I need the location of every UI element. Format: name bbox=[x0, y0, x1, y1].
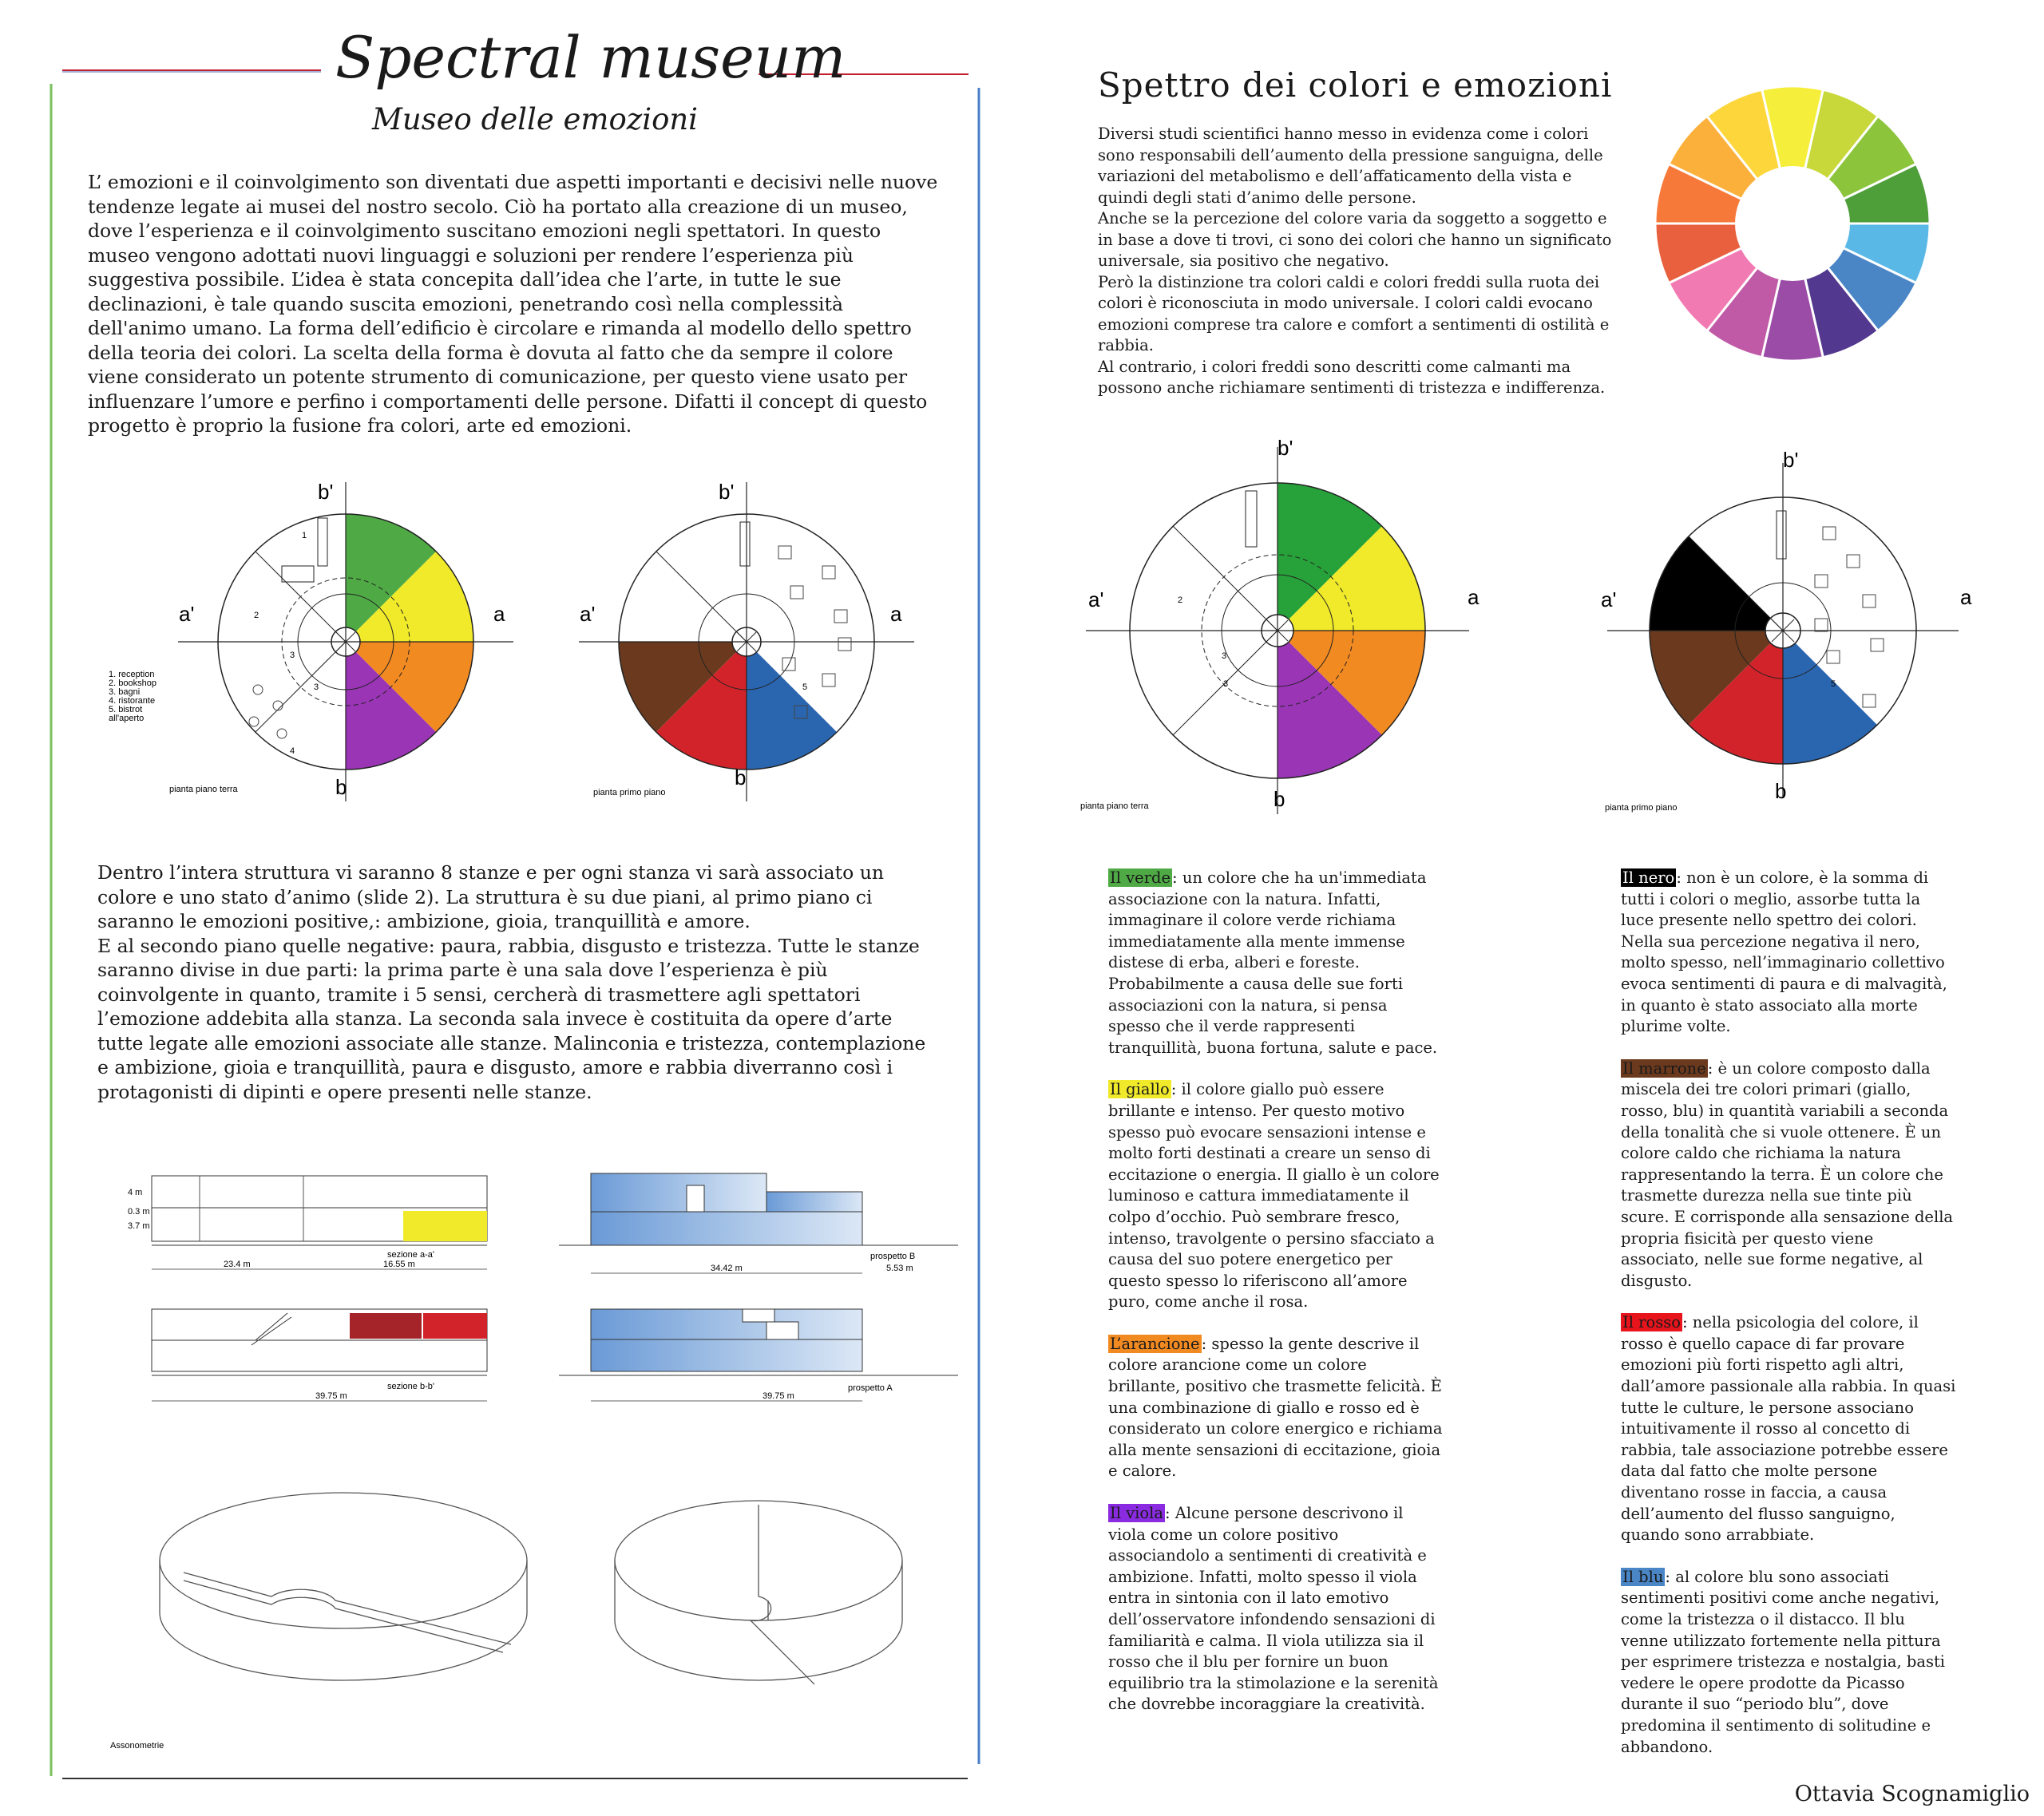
caption-axonometry: Assonometrie bbox=[110, 1741, 164, 1751]
spectrum-paragraph: Al contrario, i colori freddi sono descritti come calmanti ma possono anche richiamare sentimenti di tristezza e indifferenza. bbox=[1098, 357, 1606, 397]
room-blue bbox=[747, 642, 837, 770]
axis-label-a-prime: a' bbox=[1088, 588, 1104, 611]
section-aa bbox=[128, 1176, 487, 1269]
color-name-orange: L’arancione bbox=[1110, 1334, 1200, 1353]
svg-text:3.7 m: 3.7 m bbox=[128, 1221, 150, 1231]
svg-text:3: 3 bbox=[1222, 651, 1227, 661]
axis-label-b-prime: b' bbox=[1783, 448, 1799, 472]
author-name: Ottavia Scognamiglio bbox=[1794, 1782, 2030, 1806]
axis-label-b: b bbox=[735, 766, 747, 789]
axis-label-a: a bbox=[890, 602, 902, 626]
spectrum-paragraph: Anche se la percezione del colore varia da soggetto a soggetto e in base a dove ti trovi, ci sono dei colori che hanno un significato universale, sia positivo che negativo. bbox=[1098, 209, 1612, 270]
svg-text:all'aperto: all'aperto bbox=[109, 714, 145, 723]
elevation-b-label: prospetto B bbox=[870, 1252, 916, 1261]
elevation-b bbox=[559, 1173, 958, 1273]
svg-text:39.75 m: 39.75 m bbox=[315, 1391, 347, 1401]
color-desc-red bbox=[1621, 1312, 1956, 1546]
ground-plan bbox=[178, 482, 513, 801]
section-bb bbox=[152, 1309, 487, 1401]
color-desc-column-right bbox=[1621, 868, 1956, 1758]
axonometric-drawings bbox=[96, 1485, 942, 1756]
axis-label-b: b bbox=[335, 775, 347, 799]
svg-text:3: 3 bbox=[1223, 679, 1229, 689]
color-name-yellow: Il giallo bbox=[1110, 1080, 1170, 1099]
color-name-violet: Il viola bbox=[1110, 1504, 1163, 1523]
axis-label-b-prime: b' bbox=[318, 480, 334, 504]
axon-ground bbox=[160, 1493, 527, 1680]
color-name-brown: Il marrone bbox=[1622, 1058, 1706, 1078]
svg-text:5. bistrot: 5. bistrot bbox=[109, 705, 143, 714]
spectrum-paragraph: Diversi studi scientifici hanno messo in evidenza come i colori sono responsabili dell’aumento della pressione sanguigna, delle variazioni del metabolismo e dell’affaticamento della vista e quindi degli stati d’animo delle persone. bbox=[1098, 125, 1603, 207]
elevation-a bbox=[559, 1309, 958, 1401]
structure-text bbox=[97, 861, 936, 1104]
color-desc-brown bbox=[1621, 1058, 1956, 1292]
color-name-black: Il nero bbox=[1622, 868, 1675, 887]
floor-plans-right bbox=[1074, 431, 1992, 814]
color-text-yellow: : il colore giallo può essere brillante e intenso. Per questo motivo spesso può evocare sensazioni intense e molto forti destinati a creare un senso di eccitazione o energia. Il giallo è un colore luminoso e cattura immediatamente il colpo d’occhio. Può sembrare fresco, intenso, travolgente o persino sfacciato a causa del suo potere energetico per questo spesso lo riferiscono all’amore puro, come anche il rosa. bbox=[1108, 1080, 1440, 1312]
spectrum-title: Spettro dei colori e emozioni bbox=[1098, 65, 1613, 105]
color-text-blue: : al colore blu sono associati sentimenti positivi come anche negativi, come la tristezza o il distacco. Il blu venne utilizzato fortemente nella pittura per esprimere tristezza e nostalgia, basti vedere le opere prodotte da Picasso durante il suo “periodo blu”, dove predomina il sentimento di solitudine e abbandono. bbox=[1621, 1567, 1946, 1756]
ground-plan-right bbox=[1086, 447, 1469, 814]
svg-text:16.55 m: 16.55 m bbox=[383, 1260, 415, 1269]
room-number: 2 bbox=[254, 611, 259, 620]
color-desc-orange bbox=[1108, 1334, 1444, 1482]
svg-text:2. bookshop: 2. bookshop bbox=[109, 679, 156, 688]
elevation-a-label: prospetto A bbox=[848, 1383, 893, 1393]
axis-label-b: b bbox=[1274, 787, 1285, 811]
svg-text:23.4 m: 23.4 m bbox=[224, 1260, 251, 1269]
color-desc-black bbox=[1621, 868, 1956, 1038]
first-plan-right bbox=[1607, 463, 1959, 798]
caption-first-plan: pianta primo piano bbox=[1605, 803, 1678, 813]
color-name-green: Il verde bbox=[1110, 868, 1171, 887]
axis-label-a: a bbox=[493, 602, 505, 626]
intro-text bbox=[88, 170, 938, 438]
axon-first bbox=[615, 1501, 902, 1684]
color-text-black: : non è un colore, è la somma di tutti i colori o meglio, assorbe tutta la luce presente nello spettro dei colori. Nella sua percezione negativa il nero, molto spesso, nell’immaginario collettivo evoca sentimenti di paura e di malvagità, in quanto è stato associato alla morte plurime volte. bbox=[1621, 868, 1947, 1036]
color-wheel bbox=[1645, 76, 1940, 371]
room-number: 4 bbox=[290, 746, 295, 756]
intro-paragraph: L’ emozioni e il coinvolgimento son diventati due aspetti importanti e decisivi nelle nuove tendenze legate ai musei del nostro secolo. Ciò ha portato alla creazione di un museo, dove l’esperienza e il coinvolgimento suscitano emozioni negli spettatori. In questo museo vengono adottati nuovi linguaggi e soluzioni per rendere l’esperienza più suggestiva possibile. L’idea è stata concepita dall’idea che l’arte, in tutte le sue declinazioni, è tale quando suscita emozioni, penetrando così nella complessità dell'animo umano. La forma dell’edificio è circolare e rimanda al modello dello spettro della teoria dei colori. La scelta della forma è dovuta al fatto che da sempre il colore viene considerato un potente strumento di comunicazione, per questo viene usato per influenzare l’umore e perfino i comportamenti delle persone. Difatti il concept di questo progetto è proprio la fusione fra colori, arte ed emozioni. bbox=[88, 171, 938, 437]
axis-label-a-prime: a' bbox=[179, 602, 195, 626]
page-title: Spectral museum bbox=[335, 24, 846, 91]
color-text-orange: : spesso la gente descrive il colore arancione come un colore brillante, positivo che trasmette felicità. È una combinazione di giallo e rosso ed è considerato un colore energico e richiama alla mente sensazioni di eccitazione, gioia e calore. bbox=[1108, 1334, 1443, 1481]
section-bb-label: sezione b-b' bbox=[387, 1382, 434, 1391]
color-desc-violet bbox=[1108, 1503, 1444, 1715]
svg-text:4 m: 4 m bbox=[128, 1188, 143, 1197]
axis-label-b-prime: b' bbox=[719, 480, 735, 504]
svg-text:3. bagni: 3. bagni bbox=[109, 687, 141, 697]
color-name-blue: Il blu bbox=[1622, 1567, 1664, 1586]
spectrum-text bbox=[1098, 124, 1617, 399]
color-desc-yellow bbox=[1108, 1079, 1444, 1313]
caption-first-plan: pianta primo piano bbox=[593, 788, 666, 797]
axis-label-a-prime: a' bbox=[1601, 588, 1617, 611]
axis-label-b-prime: b' bbox=[1278, 436, 1293, 460]
page-subtitle: Museo delle emozioni bbox=[371, 102, 699, 136]
svg-text:2: 2 bbox=[1178, 595, 1183, 605]
color-text-violet: : Alcune persone descrivono il viola come un colore positivo associandolo a sentimenti di creatività e ambizione. Infatti, molto spesso il viola entra in sintonia con il lato emotivo dell’osservatore infondendo sensazioni di familiarità e calma. Il viola utilizza sia il rosso che il blu per fornire un buon equilibrio tra la stimolazione e la serenità che dovrebbe incoraggiare la creatività. bbox=[1108, 1504, 1439, 1714]
spectrum-paragraph: Però la distinzione tra colori caldi e colori freddi sulla ruota dei colori è riconosciuta in modo universale. I colori caldi evocano emozioni comprese tra calore e comfort a sentimenti di ostilità e rabbia. bbox=[1098, 272, 1610, 354]
section-aa-label: sezione a-a' bbox=[387, 1250, 434, 1260]
floor-plans-left bbox=[96, 471, 902, 806]
room-number: 3 bbox=[290, 651, 295, 660]
svg-text:0.3 m: 0.3 m bbox=[128, 1207, 150, 1217]
axis-label-a: a bbox=[1468, 585, 1480, 609]
structure-paragraph: E al secondo piano quelle negative: paura, rabbia, disgusto e tristezza. Tutte le stanze saranno divise in due parti: la prima parte è una sala dove l’esperienza è più coinvolgente in quanto, tramite i 5 sensi, cercherà di trasmettere agli spettatori l’emozione addebita alla stanza. La seconda sala invece è costituita da opere d’arte tutte legate alle emozioni associate alle stanze. Malinconia e tristezza, contemplazione e ambizione, gioia e tranquillità, paura e disgusto, amore e rabbia diverranno così i protagonisti di dipinti e opere presenti nelle stanze. bbox=[97, 934, 926, 1103]
first-plan bbox=[579, 482, 914, 801]
plan-legend bbox=[109, 670, 156, 723]
color-desc-blue bbox=[1621, 1567, 1956, 1758]
color-desc-green bbox=[1108, 868, 1444, 1058]
room-number: 1 bbox=[302, 531, 307, 540]
room-number: 5 bbox=[802, 682, 808, 692]
caption-ground-plan: pianta piano terra bbox=[169, 785, 238, 794]
caption-ground-plan: pianta piano terra bbox=[1080, 801, 1149, 811]
svg-text:5: 5 bbox=[1831, 679, 1836, 689]
room-number: 3 bbox=[314, 682, 319, 692]
structure-paragraph: Dentro l’intera struttura vi saranno 8 stanze e per ogni stanza vi sarà associato un colore e uno stato d’animo (slide 2). La struttura è su due piani, al primo piano ci saranno le emozioni positive,: ambizione, gioia, tranquillità e amore. bbox=[97, 861, 884, 932]
svg-text:34.42 m: 34.42 m bbox=[711, 1264, 743, 1273]
svg-text:5.53 m: 5.53 m bbox=[886, 1264, 913, 1273]
sections-elevations bbox=[96, 1161, 974, 1417]
svg-text:1. reception: 1. reception bbox=[109, 670, 155, 679]
axis-label-a: a bbox=[1960, 585, 1972, 609]
axis-label-b: b bbox=[1775, 779, 1787, 803]
color-desc-column-left bbox=[1108, 868, 1444, 1715]
color-text-green: : un colore che ha un'immediata associazione con la natura. Infatti, immaginare il colore verde richiama immediatamente alla mente immense distese di erba, alberi e foreste. Probabilmente a causa delle sue forti associazioni con la natura, si pensa spesso che il verde rappresenti tranquillità, buona fortuna, salute e pace. bbox=[1108, 868, 1438, 1057]
svg-text:4. ristorante: 4. ristorante bbox=[109, 696, 156, 706]
color-name-red: Il rosso bbox=[1622, 1313, 1681, 1332]
color-text-brown: : è un colore composto dalla miscela dei tre colori primari (giallo, rosso, blu) in quantità variabili a seconda della tonalità che si vuole ottenere. È un colore caldo che richiama la natura rappresentando la terra. È un colore che trasmette durezza nella sue tinte più scure. E corrisponde alla sensazione della propria fisicità per questo viene associato, nelle sue forme negative, al disgusto. bbox=[1621, 1058, 1954, 1290]
axis-label-a-prime: a' bbox=[580, 602, 596, 626]
color-text-red: : nella psicologia del colore, il rosso è quello capace di far provare emozioni più forti rispetto agli altri, dall’amore passionale alla rabbia. In quasi tutte le culture, le persone associano intuitivamente il rosso al concetto di rabbia, tale associazione potrebbe essere data dal fatto che molte persone diventano rosse in faccia, a causa dell’aumento del flusso sanguigno, quando sono arrabbiate. bbox=[1621, 1313, 1956, 1545]
svg-text:39.75 m: 39.75 m bbox=[763, 1391, 794, 1401]
